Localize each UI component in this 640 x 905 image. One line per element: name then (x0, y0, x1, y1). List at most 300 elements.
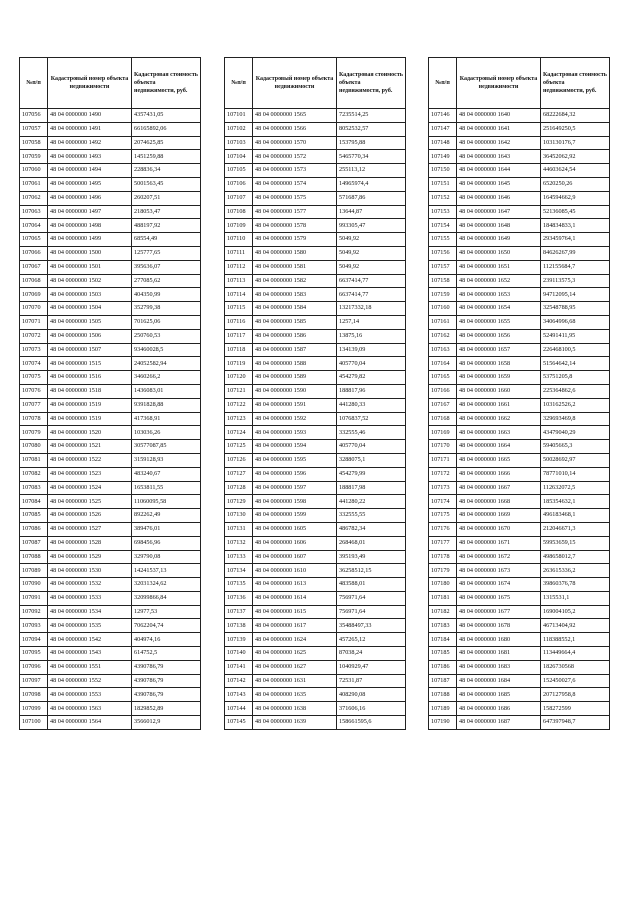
cadastral-number: 48 04 0000000 1505 (48, 315, 132, 329)
table-row (429, 619, 610, 633)
cadastral-value: 11060095,58 (132, 495, 201, 509)
row-number: 107186 (429, 660, 457, 674)
table-row (429, 122, 610, 136)
table-row (429, 371, 610, 385)
row-number: 107098 (20, 688, 48, 702)
table-row (225, 288, 406, 302)
cadastral-number: 48 04 0000000 1589 (253, 371, 337, 385)
cadastral-value: 454279,82 (337, 371, 406, 385)
row-number: 107115 (225, 302, 253, 316)
cadastral-value: 32099866,84 (132, 591, 201, 605)
table-row (225, 495, 406, 509)
cadastral-value: 277085,62 (132, 274, 201, 288)
cadastral-number: 48 04 0000000 1500 (48, 246, 132, 260)
row-number: 107073 (20, 343, 48, 357)
cadastral-number: 48 04 0000000 1499 (48, 233, 132, 247)
cadastral-number: 48 04 0000000 1648 (457, 219, 541, 233)
table-header-row (20, 58, 201, 109)
row-number: 107116 (225, 315, 253, 329)
table-row (429, 136, 610, 150)
row-number: 107158 (429, 274, 457, 288)
cadastral-number: 48 04 0000000 1659 (457, 371, 541, 385)
cadastral-value: 112632072,5 (541, 481, 610, 495)
row-number: 107138 (225, 619, 253, 633)
table-row (429, 260, 610, 274)
row-number: 107163 (429, 343, 457, 357)
table-body (429, 109, 610, 730)
cadastral-number: 48 04 0000000 1492 (48, 136, 132, 150)
cadastral-number: 48 04 0000000 1532 (48, 578, 132, 592)
cadastral-value: 59405665,3 (541, 440, 610, 454)
table-row (225, 688, 406, 702)
cadastral-number: 48 04 0000000 1646 (457, 191, 541, 205)
cadastral-number: 48 04 0000000 1627 (253, 660, 337, 674)
cadastral-number: 48 04 0000000 1563 (48, 702, 132, 716)
cadastral-value: 125777,65 (132, 246, 201, 260)
cadastral-value: 5001563,45 (132, 177, 201, 191)
cadastral-number: 48 04 0000000 1586 (253, 329, 337, 343)
cadastral-value: 164594662,9 (541, 191, 610, 205)
cadastral-number: 48 04 0000000 1588 (253, 357, 337, 371)
cadastral-number: 48 04 0000000 1667 (457, 481, 541, 495)
table-row (20, 274, 201, 288)
cadastral-number: 48 04 0000000 1518 (48, 384, 132, 398)
row-number: 107072 (20, 329, 48, 343)
row-number: 107151 (429, 177, 457, 191)
cadastral-value: 87038,24 (337, 647, 406, 661)
row-number: 107176 (429, 522, 457, 536)
header-cadastral-value: Кадастровая стоимость объекта недвижимости, руб. (541, 58, 610, 109)
table-row (20, 191, 201, 205)
row-number: 107167 (429, 398, 457, 412)
cadastral-number: 48 04 0000000 1598 (253, 495, 337, 509)
table-row (429, 384, 610, 398)
table-row (225, 674, 406, 688)
table-row (429, 702, 610, 716)
cadastral-value: 647397948,7 (541, 716, 610, 730)
table-row (429, 164, 610, 178)
table-row (225, 619, 406, 633)
row-number: 107175 (429, 509, 457, 523)
table-row (225, 274, 406, 288)
table-row (429, 426, 610, 440)
row-number: 107133 (225, 550, 253, 564)
cadastral-value: 36452062,92 (541, 150, 610, 164)
table-row (20, 219, 201, 233)
cadastral-number: 48 04 0000000 1575 (253, 191, 337, 205)
table-row (20, 205, 201, 219)
cadastral-value: 66165892,06 (132, 122, 201, 136)
cadastral-number: 48 04 0000000 1593 (253, 426, 337, 440)
cadastral-number: 48 04 0000000 1507 (48, 343, 132, 357)
table-row (225, 550, 406, 564)
cadastral-number: 48 04 0000000 1585 (253, 315, 337, 329)
cadastral-number: 48 04 0000000 1651 (457, 260, 541, 274)
row-number: 107120 (225, 371, 253, 385)
cadastral-value: 441280,22 (337, 495, 406, 509)
table-row (225, 509, 406, 523)
cadastral-number: 48 04 0000000 1535 (48, 619, 132, 633)
row-number: 107114 (225, 288, 253, 302)
row-number: 107185 (429, 647, 457, 661)
table-header-row (429, 58, 610, 109)
row-number: 107094 (20, 633, 48, 647)
cadastral-table-2 (224, 57, 406, 730)
table-row (20, 716, 201, 730)
table-row (20, 288, 201, 302)
cadastral-value: 34064996,68 (541, 315, 610, 329)
cadastral-number: 48 04 0000000 1635 (253, 688, 337, 702)
row-number: 107070 (20, 302, 48, 316)
row-number: 107095 (20, 647, 48, 661)
table-row (20, 109, 201, 123)
row-number: 107063 (20, 205, 48, 219)
table-row (225, 233, 406, 247)
cadastral-value: 35488497,33 (337, 619, 406, 633)
table-row (20, 371, 201, 385)
cadastral-number: 48 04 0000000 1490 (48, 109, 132, 123)
row-number: 107081 (20, 453, 48, 467)
row-number: 107085 (20, 509, 48, 523)
cadastral-value: 417368,91 (132, 412, 201, 426)
cadastral-value: 614752,5 (132, 647, 201, 661)
table-row (429, 233, 610, 247)
row-number: 107147 (429, 122, 457, 136)
cadastral-number: 48 04 0000000 1590 (253, 384, 337, 398)
cadastral-number: 48 04 0000000 1530 (48, 564, 132, 578)
cadastral-value: 13217332,18 (337, 302, 406, 316)
table-row (20, 136, 201, 150)
table-row (20, 495, 201, 509)
cadastral-value: 103162526,2 (541, 398, 610, 412)
table-row (20, 522, 201, 536)
table-row (225, 315, 406, 329)
cadastral-value: 4390786,79 (132, 660, 201, 674)
table-row (20, 619, 201, 633)
table-row (20, 660, 201, 674)
table-row (429, 550, 610, 564)
cadastral-value: 72531,87 (337, 674, 406, 688)
row-number: 107159 (429, 288, 457, 302)
row-number: 107141 (225, 660, 253, 674)
table-row (20, 550, 201, 564)
row-number: 107148 (429, 136, 457, 150)
table-row (429, 357, 610, 371)
table-row (20, 674, 201, 688)
table-row (225, 357, 406, 371)
cadastral-value: 5049,92 (337, 260, 406, 274)
cadastral-value: 8052532,57 (337, 122, 406, 136)
cadastral-number: 48 04 0000000 1495 (48, 177, 132, 191)
table-row (225, 522, 406, 536)
cadastral-number: 48 04 0000000 1597 (253, 481, 337, 495)
row-number: 107155 (429, 233, 457, 247)
cadastral-number: 48 04 0000000 1515 (48, 357, 132, 371)
row-number: 107173 (429, 481, 457, 495)
table-row (20, 246, 201, 260)
cadastral-number: 48 04 0000000 1614 (253, 591, 337, 605)
cadastral-value: 5049,92 (337, 246, 406, 260)
cadastral-value: 3159128,93 (132, 453, 201, 467)
row-number: 107106 (225, 177, 253, 191)
cadastral-number: 48 04 0000000 1685 (457, 688, 541, 702)
row-number: 107061 (20, 177, 48, 191)
cadastral-number: 48 04 0000000 1664 (457, 440, 541, 454)
table-row (20, 343, 201, 357)
row-number: 107097 (20, 674, 48, 688)
cadastral-value: 496183468,1 (541, 509, 610, 523)
row-number: 107102 (225, 122, 253, 136)
row-number: 107188 (429, 688, 457, 702)
table-row (429, 329, 610, 343)
cadastral-number: 48 04 0000000 1654 (457, 302, 541, 316)
cadastral-value: 112155684,7 (541, 260, 610, 274)
table-row (20, 633, 201, 647)
cadastral-number: 48 04 0000000 1501 (48, 260, 132, 274)
cadastral-number: 48 04 0000000 1641 (457, 122, 541, 136)
cadastral-number: 48 04 0000000 1572 (253, 150, 337, 164)
row-number: 107153 (429, 205, 457, 219)
cadastral-value: 1829852,89 (132, 702, 201, 716)
table-row (429, 509, 610, 523)
row-number: 107064 (20, 219, 48, 233)
table-row (20, 164, 201, 178)
table-row (225, 260, 406, 274)
row-number: 107100 (20, 716, 48, 730)
cadastral-number: 48 04 0000000 1528 (48, 536, 132, 550)
table-row (225, 398, 406, 412)
cadastral-value: 7235514,25 (337, 109, 406, 123)
row-number: 107089 (20, 564, 48, 578)
cadastral-number: 48 04 0000000 1534 (48, 605, 132, 619)
row-number: 107174 (429, 495, 457, 509)
table-row (429, 674, 610, 688)
cadastral-value: 188817,96 (337, 384, 406, 398)
table-row (429, 440, 610, 454)
cadastral-number: 48 04 0000000 1658 (457, 357, 541, 371)
row-number: 107126 (225, 453, 253, 467)
row-number: 107062 (20, 191, 48, 205)
table-row (225, 164, 406, 178)
cadastral-value: 260207,51 (132, 191, 201, 205)
cadastral-value: 332555,46 (337, 426, 406, 440)
table-row (20, 440, 201, 454)
cadastral-number: 48 04 0000000 1565 (253, 109, 337, 123)
table-row (225, 716, 406, 730)
cadastral-number: 48 04 0000000 1494 (48, 164, 132, 178)
cadastral-value: 13875,16 (337, 329, 406, 343)
row-number: 107168 (429, 412, 457, 426)
table-row (429, 564, 610, 578)
cadastral-value: 3460266,2 (132, 371, 201, 385)
row-number: 107130 (225, 509, 253, 523)
cadastral-number: 48 04 0000000 1519 (48, 412, 132, 426)
cadastral-number: 48 04 0000000 1519 (48, 398, 132, 412)
cadastral-value: 457265,12 (337, 633, 406, 647)
cadastral-number: 48 04 0000000 1613 (253, 578, 337, 592)
table-row (225, 384, 406, 398)
cadastral-value: 1315531,1 (541, 591, 610, 605)
row-number: 107190 (429, 716, 457, 730)
row-number: 107123 (225, 412, 253, 426)
cadastral-number: 48 04 0000000 1642 (457, 136, 541, 150)
row-number: 107091 (20, 591, 48, 605)
cadastral-value: 483240,67 (132, 467, 201, 481)
cadastral-number: 48 04 0000000 1496 (48, 191, 132, 205)
cadastral-value: 218053,47 (132, 205, 201, 219)
table-row (225, 660, 406, 674)
table-row (225, 481, 406, 495)
table-row (225, 591, 406, 605)
cadastral-number: 48 04 0000000 1606 (253, 536, 337, 550)
cadastral-value: 14241537,13 (132, 564, 201, 578)
cadastral-value: 68554,49 (132, 233, 201, 247)
row-number: 107088 (20, 550, 48, 564)
row-number: 107170 (429, 440, 457, 454)
cadastral-number: 48 04 0000000 1553 (48, 688, 132, 702)
cadastral-value: 1076837,52 (337, 412, 406, 426)
cadastral-value: 50028692,97 (541, 453, 610, 467)
table-row (429, 205, 610, 219)
row-number: 107101 (225, 109, 253, 123)
cadastral-value: 14965974,4 (337, 177, 406, 191)
row-number: 107165 (429, 371, 457, 385)
cadastral-value: 3288075,1 (337, 453, 406, 467)
row-number: 107182 (429, 605, 457, 619)
table-row (225, 440, 406, 454)
cadastral-number: 48 04 0000000 1564 (48, 716, 132, 730)
cadastral-number: 48 04 0000000 1653 (457, 288, 541, 302)
cadastral-number: 48 04 0000000 1607 (253, 550, 337, 564)
cadastral-number: 48 04 0000000 1645 (457, 177, 541, 191)
row-number: 107144 (225, 702, 253, 716)
table-row (225, 647, 406, 661)
row-number: 107180 (429, 578, 457, 592)
row-number: 107075 (20, 371, 48, 385)
cadastral-value: 4357431,05 (132, 109, 201, 123)
table-row (20, 467, 201, 481)
table-row (225, 246, 406, 260)
cadastral-number: 48 04 0000000 1583 (253, 288, 337, 302)
row-number: 107131 (225, 522, 253, 536)
cadastral-number: 48 04 0000000 1595 (253, 453, 337, 467)
row-number: 107068 (20, 274, 48, 288)
cadastral-value: 756971,64 (337, 605, 406, 619)
cadastral-value: 488197,92 (132, 219, 201, 233)
table-body (20, 109, 201, 730)
cadastral-value: 94712095,14 (541, 288, 610, 302)
table-row (225, 150, 406, 164)
table-row (429, 177, 610, 191)
table-row (20, 122, 201, 136)
table-row (20, 591, 201, 605)
cadastral-number: 48 04 0000000 1655 (457, 315, 541, 329)
table-row (20, 302, 201, 316)
cadastral-value: 483588,01 (337, 578, 406, 592)
cadastral-number: 48 04 0000000 1543 (48, 647, 132, 661)
row-number: 107121 (225, 384, 253, 398)
table-row (225, 536, 406, 550)
table-row (225, 633, 406, 647)
table-row (225, 578, 406, 592)
cadastral-number: 48 04 0000000 1542 (48, 633, 132, 647)
row-number: 107080 (20, 440, 48, 454)
cadastral-number: 48 04 0000000 1668 (457, 495, 541, 509)
cadastral-number: 48 04 0000000 1686 (457, 702, 541, 716)
cadastral-value: 78771010,14 (541, 467, 610, 481)
cadastral-number: 48 04 0000000 1617 (253, 619, 337, 633)
cadastral-value: 293459764,1 (541, 233, 610, 247)
cadastral-value: 226468100,5 (541, 343, 610, 357)
row-number: 107160 (429, 302, 457, 316)
row-number: 107142 (225, 674, 253, 688)
cadastral-number: 48 04 0000000 1498 (48, 219, 132, 233)
row-number: 107161 (429, 315, 457, 329)
cadastral-value: 185354632,1 (541, 495, 610, 509)
table-row (429, 150, 610, 164)
table-row (429, 495, 610, 509)
cadastral-value: 389476,01 (132, 522, 201, 536)
table-row (225, 219, 406, 233)
cadastral-value: 158661595,6 (337, 716, 406, 730)
cadastral-value: 404350,99 (132, 288, 201, 302)
row-number: 107104 (225, 150, 253, 164)
cadastral-number: 48 04 0000000 1520 (48, 426, 132, 440)
row-number: 107146 (429, 109, 457, 123)
row-number: 107086 (20, 522, 48, 536)
cadastral-number: 48 04 0000000 1650 (457, 246, 541, 260)
header-cadastral-number: Кадастровый номер объекта недвижимости (253, 58, 337, 109)
cadastral-number: 48 04 0000000 1652 (457, 274, 541, 288)
table-row (429, 660, 610, 674)
table-row (20, 177, 201, 191)
row-number: 107083 (20, 481, 48, 495)
cadastral-number: 48 04 0000000 1504 (48, 302, 132, 316)
row-number: 107119 (225, 357, 253, 371)
cadastral-number: 48 04 0000000 1491 (48, 122, 132, 136)
cadastral-number: 48 04 0000000 1681 (457, 647, 541, 661)
cadastral-number: 48 04 0000000 1625 (253, 647, 337, 661)
cadastral-value: 24052582,94 (132, 357, 201, 371)
row-number: 107059 (20, 150, 48, 164)
table-row (429, 688, 610, 702)
row-number: 107060 (20, 164, 48, 178)
cadastral-number: 48 04 0000000 1525 (48, 495, 132, 509)
cadastral-number: 48 04 0000000 1533 (48, 591, 132, 605)
cadastral-value: 1257,14 (337, 315, 406, 329)
cadastral-value: 263615336,2 (541, 564, 610, 578)
cadastral-number: 48 04 0000000 1594 (253, 440, 337, 454)
row-number: 107093 (20, 619, 48, 633)
cadastral-value: 405770,04 (337, 357, 406, 371)
cadastral-value: 169004105,2 (541, 605, 610, 619)
cadastral-number: 48 04 0000000 1674 (457, 578, 541, 592)
cadastral-number: 48 04 0000000 1605 (253, 522, 337, 536)
cadastral-number: 48 04 0000000 1579 (253, 233, 337, 247)
row-number: 107179 (429, 564, 457, 578)
table-row (225, 191, 406, 205)
cadastral-number: 48 04 0000000 1687 (457, 716, 541, 730)
row-number: 107137 (225, 605, 253, 619)
cadastral-value: 3566012,9 (132, 716, 201, 730)
cadastral-number: 48 04 0000000 1684 (457, 674, 541, 688)
row-number: 107071 (20, 315, 48, 329)
table-row (20, 329, 201, 343)
row-number: 107108 (225, 205, 253, 219)
table-row (20, 150, 201, 164)
table-row (429, 716, 610, 730)
cadastral-value: 43479040,29 (541, 426, 610, 440)
